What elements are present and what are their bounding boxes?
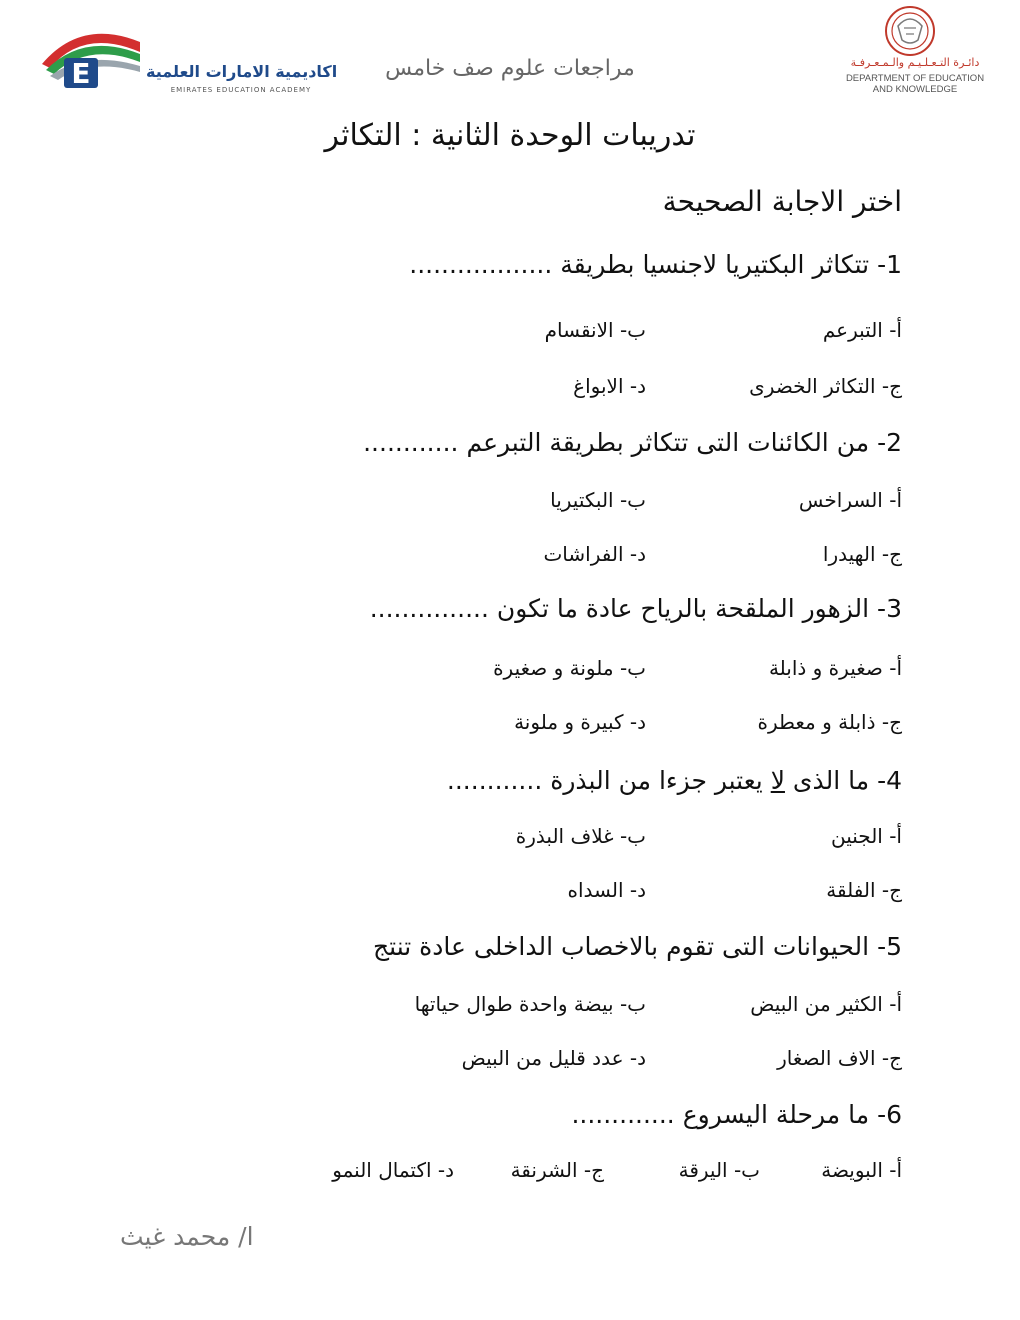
question-4 [447, 766, 902, 795]
answer-blank: ............ [363, 428, 459, 457]
question-1-option-c[interactable]: ج- التكاثر الخضرى [749, 374, 902, 398]
question-1 [409, 250, 902, 279]
question-text-after: يعتبر جزءا من البذرة [550, 766, 771, 795]
question-number: 5 [886, 932, 902, 961]
question-text: - الحيوانات التى تقوم بالاخصاب الداخلى عادة تنتج [373, 932, 887, 961]
question-3-option-d[interactable]: د- كبيرة و ملونة [514, 710, 646, 734]
question-4-option-c[interactable]: ج- الفلقة [826, 878, 902, 902]
question-number: 4 [886, 766, 902, 795]
question-number: 3 [886, 594, 902, 623]
question-1-option-b[interactable]: ب- الانقسام [544, 318, 646, 342]
question-5-option-a[interactable]: أ- الكثير من البيض [750, 992, 902, 1016]
question-3-option-a[interactable]: أ- صغيرة و ذابلة [768, 656, 902, 680]
answer-blank: ............. [571, 1100, 675, 1129]
question-6-option-c[interactable]: ج- الشرنقة [510, 1158, 604, 1182]
question-text: - من الكائنات التى تتكاثر بطريقة التبرعم [466, 428, 887, 457]
question-text: - تتكاثر البكتيريا لاجنسيا بطريقة [560, 250, 887, 279]
answer-blank: .................. [409, 250, 553, 279]
department-education-logo [820, 4, 1010, 96]
question-1-option-d[interactable]: د- الابواغ [573, 374, 646, 398]
department-arabic-name: دائـرة التـعـلـيـم والـمـعـرفـة [850, 56, 980, 69]
teacher-signature: ا/ محمد غيث [120, 1222, 254, 1251]
department-english-line1: DEPARTMENT OF EDUCATION [845, 73, 985, 84]
logo-arabic-name: اكاديمية الامارات العلمية [146, 62, 338, 81]
question-5 [373, 932, 902, 961]
emirates-academy-logo [36, 22, 338, 94]
page-title: تدريبات الوحدة الثانية : التكاثر [324, 118, 696, 153]
question-text: - ما مرحلة اليسروع [682, 1100, 887, 1129]
emblem-icon [882, 4, 938, 58]
question-2-option-b[interactable]: ب- البكتيريا [550, 488, 646, 512]
question-4-option-d[interactable]: د- السداه [567, 878, 646, 902]
question-5-option-c[interactable]: ج- الاف الصغار [777, 1046, 902, 1070]
question-6 [571, 1100, 902, 1129]
question-3 [370, 594, 902, 623]
question-4-option-b[interactable]: ب- غلاف البذرة [515, 824, 646, 848]
question-text-before: - ما الذى [784, 766, 887, 795]
logo-letter: E [71, 57, 91, 90]
question-number: 2 [886, 428, 902, 457]
question-text-underlined: لا [770, 766, 785, 795]
emirates-academy-logo-mark [36, 22, 146, 92]
question-3-option-c[interactable]: ج- ذابلة و معطرة [757, 710, 902, 734]
logo-english-name: EMIRATES EDUCATION ACADEMY [170, 86, 312, 94]
question-5-option-d[interactable]: د- عدد قليل من البيض [461, 1046, 646, 1070]
question-2-option-d[interactable]: د- الفراشات [543, 542, 646, 566]
question-2 [363, 428, 902, 457]
question-6-option-b[interactable]: ب- اليرقة [678, 1158, 760, 1182]
header-subject: مراجعات علوم صف خامس [385, 56, 635, 81]
question-6-option-d[interactable]: د- اكتمال النمو [332, 1158, 454, 1182]
instruction: اختر الاجابة الصحيحة [662, 185, 902, 218]
department-english-line2: AND KNOWLEDGE [872, 84, 958, 95]
question-2-option-c[interactable]: ج- الهيدرا [822, 542, 902, 566]
question-3-option-b[interactable]: ب- ملونة و صغيرة [493, 656, 646, 680]
question-1-option-a[interactable]: أ- التبرعم [822, 318, 902, 342]
question-2-option-a[interactable]: أ- السراخس [798, 488, 902, 512]
question-number: 1 [886, 250, 902, 279]
question-5-option-b[interactable]: ب- بيضة واحدة طوال حياتها [414, 992, 646, 1016]
answer-blank: ............... [369, 594, 489, 623]
question-6-option-a[interactable]: أ- البويضة [821, 1158, 902, 1182]
question-number: 6 [886, 1100, 902, 1129]
question-4-option-a[interactable]: أ- الجنين [831, 824, 902, 848]
answer-blank: ............ [446, 766, 543, 795]
question-text: - الزهور الملقحة بالرياح عادة ما تكون [496, 594, 887, 623]
